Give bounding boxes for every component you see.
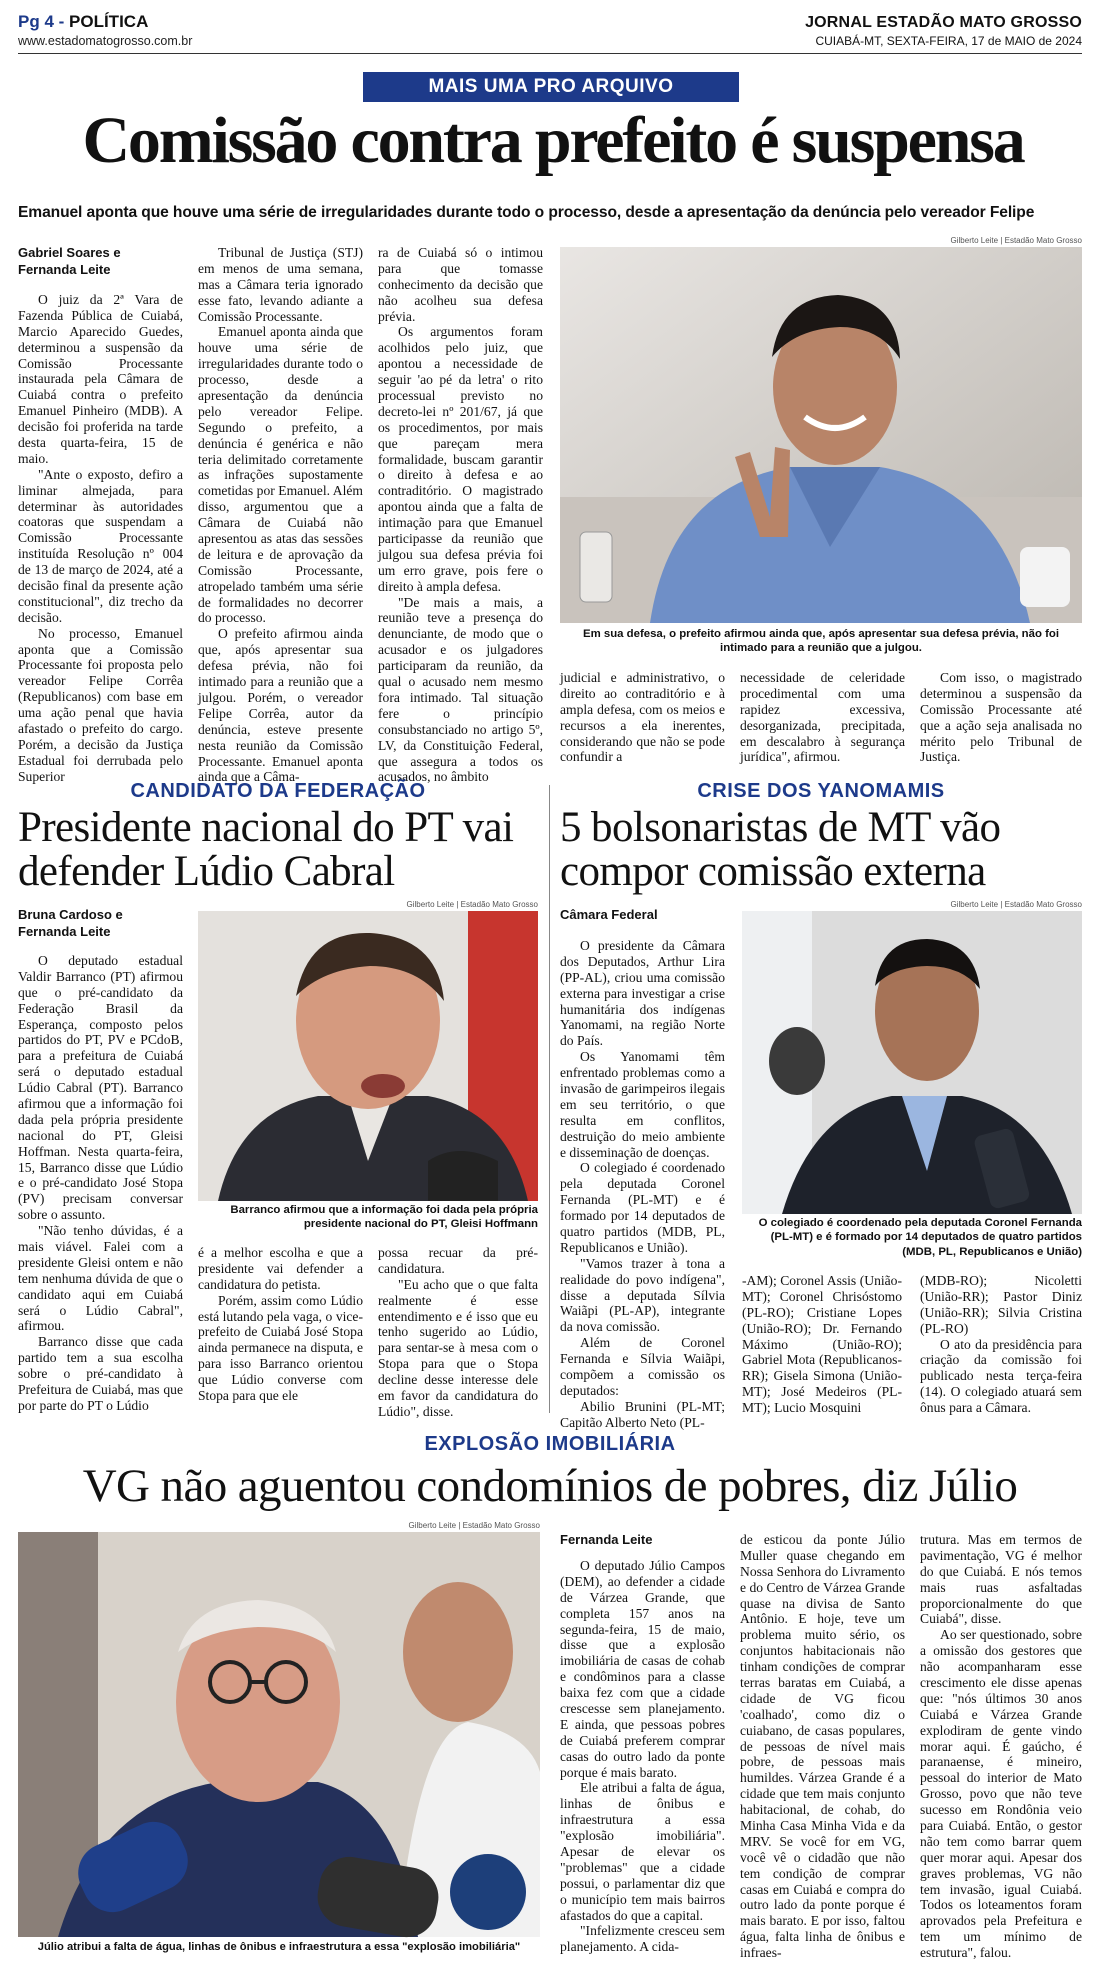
lead-byline: Gabriel Soares e Fernanda Leite bbox=[18, 245, 121, 277]
paragraph: "Ante o exposto, defiro a liminar almejada, para determinar às autoridades coatoras que suspendam a Comissão Processante instituída Resolução nº 004 de 13 de março de 2024, até a decisão final da presente ação constitucional", diz trecho da decisão. bbox=[18, 466, 183, 625]
paragraph: "Eu acho que o que falta realmente é esse entendimento e é isso que eu tenho sugerido ao Lúdio, para sentar-se à mesa com o Stopa para que o Stopa decline desse interesse dele em favor da candidatura do Lúdio", disse. bbox=[378, 1276, 538, 1419]
story2-column-1 bbox=[18, 953, 183, 1413]
story4-headline: VG não aguentou condomínios de pobres, diz Júlio bbox=[82, 1460, 1018, 1512]
paragraph: (MDB-RO); Nicoletti (União-RR); Pastor Diniz (União-RR); Silvia Cristina (PL-RO) bbox=[920, 1273, 1082, 1336]
lead-deck: Emanuel aponta que houve uma série de irregularidades durante todo o processo, desde a apresentação da denúncia pelo vereador Felipe bbox=[18, 204, 1035, 221]
page-number: Pg 4 - bbox=[18, 12, 70, 31]
header-right bbox=[805, 14, 1082, 48]
story4-byline: Fernanda Leite bbox=[560, 1532, 653, 1547]
lead-photo-mayor bbox=[560, 247, 1082, 623]
paragraph: Além de Coronel Fernanda e Sílvia Waiãpi, compõem a comissão os deputados: bbox=[560, 1335, 725, 1398]
paragraph: Os argumentos foram acolhidos pelo juiz, que apontou a necessidade de seguir 'ao pé da letra' o rito processual previsto no decreto-lei nº 201/67, já que os procedimentos, por mais que pareçam mera formalidade, buscam garantir o direito à defesa e ao contraditório. O magistrado apontou ainda que a falta de intimação para que Emanuel participasse da reunião que julgou sua defesa prévia foi um erro grave, pois fere o direito à ampla defesa. bbox=[378, 324, 543, 594]
paragraph: Tribunal de Justiça (STJ) em menos de uma semana, mas a Câmara teria ignorado esse fato, levando adiante a Comissão Processante. bbox=[198, 245, 363, 324]
story3-column-2 bbox=[742, 1273, 902, 1416]
story2-headline: Presidente nacional do PT vai defender Lúdio Cabral bbox=[18, 804, 514, 895]
story4-column-1 bbox=[560, 1558, 725, 1963]
paragraph: "Não tenho dúvidas, é a mais viável. Falei com a presidente Gleisi ontem e não tem nenhuma dúvida de que o candidato aqui em Cuiabá será o Lúdio Cabral", afirmou. bbox=[18, 1223, 183, 1334]
paragraph: No processo, Emanuel aponta que a Comissão Processante foi proposta pelo vereador Felipe Corrêa (Republicanos) com base em uma ação penal que havia afastado o prefeito do cargo. Porém, a decisão da Justiça Estadual foi derrubada pelo Superior bbox=[18, 625, 183, 784]
paragraph: necessidade de celeridade procedimental com uma rapidez excessiva, desorganizada, precipitada, em descalabro à segurança jurídica", afirmou. bbox=[740, 670, 905, 765]
barranco-portrait-illustration bbox=[198, 911, 538, 1201]
story3-headline: 5 bolsonaristas de MT vão compor comissão externa bbox=[560, 804, 1001, 895]
mayor-portrait-illustration bbox=[560, 247, 1082, 623]
page-header bbox=[18, 12, 1082, 54]
paragraph: O juiz da 2ª Vara de Fazenda Pública de Cuiabá, Marcio Aparecido Guedes, determinou a suspensão da Comissão Processante instaurada pela Câmara de Cuiabá contra o prefeito Emanuel Pinheiro (MDB). A decisão foi proferida na tarde desta quarta-feira, 15 de maio. bbox=[18, 292, 183, 466]
paragraph: O deputado Júlio Campos (DEM), ao defender a cidade de Várzea Grande, que completa 157 anos na segunda-feira, 15 de maio, disse que a explosão imobiliária de casas de cohab e condôminos para a classe baixa fez com que a cidade crescesse sem planejamento. E ainda, que pessoas pobres de Cuiabá preferem comprar casas do outro lado da ponte porque é mais barato. bbox=[560, 1558, 725, 1780]
paragraph: "Vamos trazer à tona a realidade do povo indígena", disse a deputada Sílvia Waiãpi (PL-AP), integrante da nova comissão. bbox=[560, 1255, 725, 1335]
paragraph: Ao ser questionado, sobre a omissão dos gestores que não acompanharam esse crescimento ele disse apenas que: "nós últimos 30 anos Cuiabá e Várzea Grande explodiram de gente vindo morar aqui. É gaúcho, é paranaense, é mineiro, pessoal do interior de Mato Grosso, povo que não teve sucesso em Rondônia veio para Cuiabá. Então, o gestor não tem como barrar quem quer morar aqui. Apesar dos graves problemas, VG não tem invasão, igual Cuiabá. Todos os loteamentos foram aprovados pela Prefeitura e tem um mínimo de estrutura", falou. bbox=[920, 1627, 1082, 1961]
story2-column-2 bbox=[198, 1245, 363, 1413]
lead-photo-caption: Em sua defesa, o prefeito afirmou ainda que, após apresentar sua defesa prévia, não foi intimado para a reunião que a julgou. bbox=[582, 628, 1060, 655]
story2-kicker: CANDIDATO DA FEDERAÇÃO bbox=[130, 780, 426, 802]
story3-photo-caption: O colegiado é coordenado pela deputada Coronel Fernanda (PL-MT) e é formado por 14 deputados de quatro partidos (MDB, PL, Republicanos e União) bbox=[758, 1217, 1082, 1258]
paragraph: Abilio Brunini (PL-MT; Capitão Alberto Neto (PL- bbox=[560, 1398, 725, 1430]
paragraph: O prefeito afirmou ainda que, após apresentar sua defesa prévia, não foi intimado para a reunião que a julgou. Porém, o vereador Felipe Corrêa, autor da denúncia, esteve presente nesta reunião da Comissão Processante. Emanuel aponta ainda que a Câma- bbox=[198, 626, 363, 785]
story2-photo-barranco bbox=[198, 911, 538, 1201]
story2-byline: Bruna Cardoso e Fernanda Leite bbox=[18, 907, 123, 939]
story4-photo-credit: Gilberto Leite | Estadão Mato Grosso bbox=[408, 1521, 540, 1530]
paragraph: trutura. Mas em termos de pavimentação, VG é melhor do que Cuiabá. E nós temos mais ruas asfaltadas proporcionalmente do que Cuiabá", disse. bbox=[920, 1532, 1082, 1627]
paragraph: Os Yanomami têm enfrentado problemas como a invasão de garimpeiros ilegais em seu território, o que resulta em conflitos, destruição do meio ambiente e disseminação de doenças. bbox=[560, 1049, 725, 1160]
story3-photo-credit: Gilberto Leite | Estadão Mato Grosso bbox=[950, 900, 1082, 909]
lead-photo-credit: Gilberto Leite | Estadão Mato Grosso bbox=[950, 236, 1082, 245]
story3-byline: Câmara Federal bbox=[560, 907, 658, 922]
story3-photo-deputy bbox=[742, 911, 1082, 1214]
paragraph: O presidente da Câmara dos Deputados, Arthur Lira (PP-AL), criou uma comissão externa para investigar a crise humanitária dos indígenas Yanomami, na região Norte do País. bbox=[560, 938, 725, 1049]
paragraph: O deputado estadual Valdir Barranco (PT) afirmou que o pré-candidato da Federação Brasil da Esperança, composto pelos partidos do PT, PV e PCdoB, para a prefeitura de Cuiabá será o deputado estadual Lúdio Cabral (PT). Barranco afirmou que a informação foi dada pela própria presidente nacional do PT, Gleisi Hoffman. Nesta quarta-feira, 15, Barranco disse que Lúdio e o pré-candidato José Stopa (PV) precisam conversar sobre o assunto. bbox=[18, 953, 183, 1223]
story4-photo-julio bbox=[18, 1532, 540, 1937]
paragraph: "De mais a mais, a reunião teve a presença do denunciante, de modo que o acusador e os julgadores participaram da reunião, da qual o acusado nem mesmo fora intimado. Tal situação fere o princípio consubstanciado no artigo 5º, LV, da Constituição Federal, que assegura a todos os acusados, no âmbito bbox=[378, 594, 543, 785]
story2-photo-credit: Gilberto Leite | Estadão Mato Grosso bbox=[406, 900, 538, 909]
lead-column-5 bbox=[740, 670, 905, 768]
lead-kicker: MAIS UMA PRO ARQUIVO bbox=[363, 72, 739, 102]
story3-column-1 bbox=[560, 938, 725, 1430]
story3-column-3 bbox=[920, 1273, 1082, 1416]
column-divider bbox=[549, 785, 550, 1413]
paragraph: "Infelizmente cresceu sem planejamento. A cida- bbox=[560, 1923, 725, 1955]
story4-kicker: EXPLOSÃO IMOBILIÁRIA bbox=[424, 1433, 676, 1455]
deputy-portrait-illustration bbox=[742, 911, 1082, 1214]
paragraph: de esticou da ponte Júlio Muller quase chegando em Nossa Senhora do Livramento e do Centro de Várzea Grande quase na divisa de Santo Antônio. E hoje, teve um problema muito sério, os conjuntos habitacionais não tinham condições de comprar terras baratas em Cuiabá, a cidade de VG ficou 'coalhado', como diz o cuiabano, de casas populares, de pessoas de nível mais pobre, de pessoas mais humildes. Várzea Grande é a cidade que tem mais conjunto habitacional, de cohab, do Minha Casa Minha Vida e da MRV. Se você for em VG, você vê o cidadão que não tem condição de comprar casas em Cuiabá e compra do outro lado da ponte porque é mais barato. E por isso, faltou água, falta linha de ônibus e infraes- bbox=[740, 1532, 905, 1961]
paragraph: Barranco disse que cada partido tem a sua escolha sobre o pré-candidato à Prefeitura de Cuiabá, mas que por parte do PT o Lúdio bbox=[18, 1334, 183, 1413]
paragraph: Porém, assim como Lúdio está lutando pela vaga, o vice-prefeito de Cuiabá José Stopa ainda permanece na disputa, e para isso Barranco orientou que Lúdio converse com Stopa para que ele bbox=[198, 1292, 363, 1404]
story3-kicker: CRISE DOS YANOMAMIS bbox=[697, 780, 945, 802]
header-left bbox=[18, 12, 192, 48]
paragraph: O ato da presidência para criação da comissão foi publicado nesta terça-feira (14). O colegiado atuará sem ônus para a Câmara. bbox=[920, 1336, 1082, 1416]
paragraph: Emanuel aponta ainda que houve uma série de irregularidades durante todo o processo, desde a apresentação da denúncia pelo vereador Felipe. Segundo o prefeito, a denúncia é genérica e não teria delimitado corretamente as infrações supostamente cometidas por Emanuel. Além disso, argumentou que a Câmara de Cuiabá não apresentou as atas das sessões de leitura e de aprovação da Comissão Processante, atropelado também uma série de formalidades no decorrer do processo. bbox=[198, 324, 363, 626]
story2-photo-caption: Barranco afirmou que a informação foi dada pela própria presidente nacional do PT, Gleisi Hoffmann bbox=[230, 1204, 538, 1231]
story4-column-3 bbox=[920, 1532, 1082, 1963]
lead-column-3 bbox=[378, 245, 543, 785]
story2-column-3 bbox=[378, 1245, 538, 1419]
story4-photo-caption: Júlio atribui a falta de água, linhas de ônibus e infraestrutura a essa "explosão imobiliária" bbox=[37, 1941, 521, 1953]
site-url[interactable]: www.estadomatogrosso.com.br bbox=[18, 34, 193, 48]
lead-column-6 bbox=[920, 670, 1082, 768]
julio-portrait-illustration bbox=[18, 1532, 540, 1937]
lead-column-2 bbox=[198, 245, 363, 785]
lead-headline: Comissão contra prefeito é suspensa bbox=[82, 104, 1024, 177]
story4-column-2 bbox=[740, 1532, 905, 1963]
paragraph: O colegiado é coordenado pela deputada Coronel Fernanda (PL-MT) e é formado por 14 deputados de quatro partidos (MDB, PL, Republicanos e União). bbox=[560, 1160, 725, 1255]
section-name: POLÍTICA bbox=[69, 12, 149, 31]
paragraph: ra de Cuiabá só o intimou para que tomasse conhecimento da decisão que não acolheu sua defesa prévia. bbox=[378, 245, 543, 324]
paragraph: -AM); Coronel Assis (União-MT); Coronel Chrisóstomo (PL-RO); Cristiane Lopes (União-RO); Dr. Fernando Máximo (União-RO); Gabriel Mota (Republicanos-RR); Gisela Simona (União-MT); José Medeiros (PL-MT); Lucio Mosquini bbox=[742, 1273, 902, 1416]
paragraph: possa recuar da pré-candidatura. bbox=[378, 1245, 538, 1276]
paragraph: Ele atribui a falta de água, linhas de ônibus e infraestrutura a essa "explosão imobiliária". Apesar de elevar os "problemas" que a cidade possui, o parlamentar diz que o município tem mais bairros afastados do que a capital. bbox=[560, 1780, 725, 1923]
paragraph: judicial e administrativo, o direito ao contraditório e à ampla defesa, com os meios e recursos a ela inerentes, considerando que não se pode confundir a bbox=[560, 670, 725, 765]
paragraph: Com isso, o magistrado determinou a suspensão da Comissão Processante até que a ação seja analisada no mérito pelo Tribunal de Justiça. bbox=[920, 670, 1082, 765]
paragraph: é a melhor escolha e que a presidente vai defender a candidatura do petista. bbox=[198, 1245, 363, 1292]
journal-name: JORNAL ESTADÃO MATO GROSSO bbox=[805, 14, 1082, 31]
page-section-label bbox=[18, 12, 192, 32]
lead-column-1 bbox=[18, 292, 183, 784]
lead-column-4 bbox=[560, 670, 725, 768]
dateline: CUIABÁ-MT, SEXTA-FEIRA, 17 de MAIO de 2024 bbox=[815, 34, 1082, 48]
